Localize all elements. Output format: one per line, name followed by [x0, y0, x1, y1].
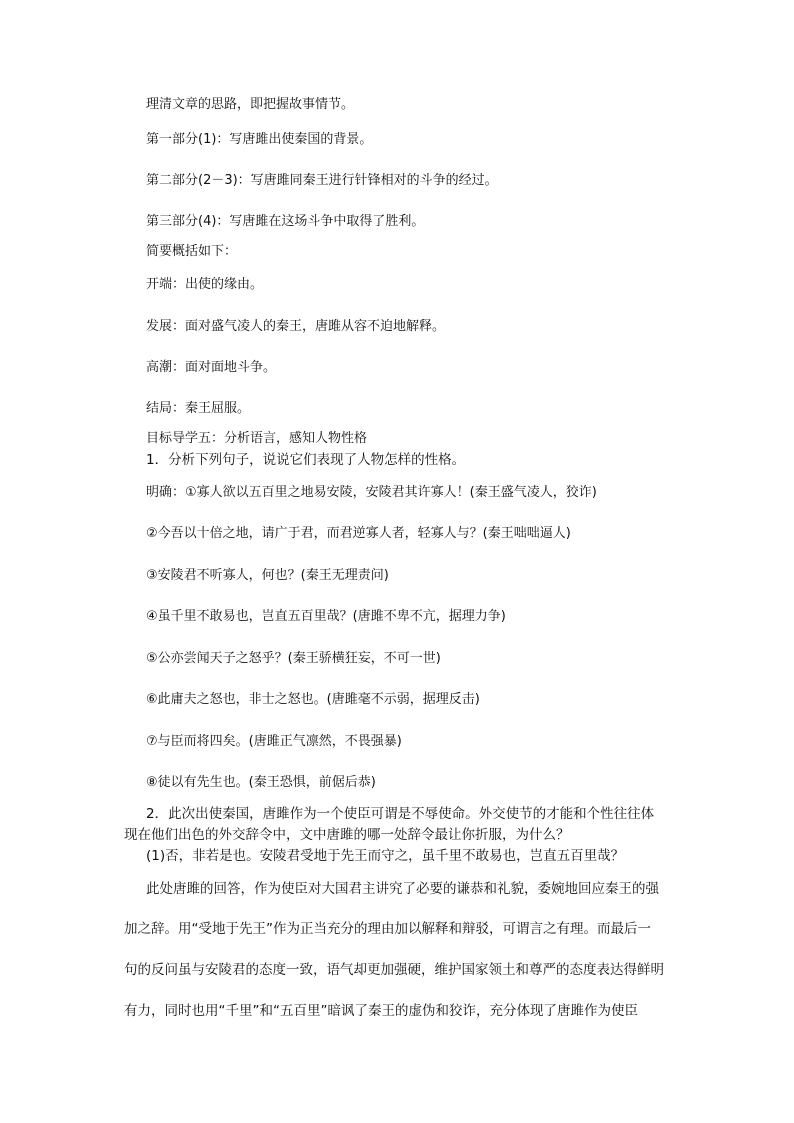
- answer-item: ⑦与臣而将四矣。(唐雎正气凛然，不畏强暴): [146, 734, 402, 749]
- plot-development-text: 发展：面对盛气凌人的秦王，唐雎从容不迫地解释。: [146, 319, 446, 334]
- analysis-line: 此处唐雎的回答，作为使臣对大国君主讲究了必要的谦恭和礼貌，委婉地回应秦王的强: [146, 881, 659, 897]
- summary-intro-text: 简要概括如下：: [146, 244, 238, 259]
- answer-item: ⑤公亦尝闻天子之怒乎？(秦王骄横狂妄，不可一世): [146, 651, 441, 666]
- answer-item: ⑥此庸夫之怒也，非士之怒也。(唐雎毫不示弱，据理反击): [146, 692, 480, 707]
- intro-text: 理清文章的思路，即把握故事情节。: [146, 97, 355, 112]
- analysis-line: 有力，同时也用“千里”和“五百里”暗讽了秦王的虚伪和狡诈，充分体现了唐雎作为使臣: [124, 1003, 638, 1019]
- question-two-line: 2．此次出使秦国，唐雎作为一个使臣可谓是不辱使命。外交使节的才能和个性往往体: [146, 806, 655, 822]
- plot-ending-text: 结局：秦王屈服。: [146, 401, 251, 416]
- answer-item: ③安陵君不听寡人，何也？(秦王无理责问): [146, 568, 389, 583]
- answer-item: ②今吾以十倍之地，请广于君，而君逆寡人者，轻寡人与？(秦王咄咄逼人): [146, 526, 571, 541]
- question-one-text: 1．分析下列句子，说说它们表现了人物怎样的性格。: [146, 452, 466, 468]
- goal-five-heading: 目标导学五：分析语言，感知人物性格: [146, 431, 368, 446]
- analysis-line: 句的反问虽与安陵君的态度一致，语气却更加强硬，维护国家领土和尊严的态度表达得鲜明: [124, 962, 664, 978]
- quote-text: (1)否，非若是也。安陵君受地于先王而守之，虽千里不敢易也，岂直五百里哉？: [146, 848, 625, 864]
- question-two-line: 现在他们出色的外交辞令中，文中唐雎的哪一处辞令最让你折服，为什么？: [124, 827, 570, 843]
- answer-item: 明确：①寡人欲以五百里之地易安陵，安陵君其许寡人！(秦王盛气凌人，狡诈): [146, 485, 597, 500]
- analysis-line: 加之辞。用“受地于先王”作为正当充分的理由加以解释和辩驳，可谓言之有理。而最后一: [124, 921, 651, 937]
- answer-item: ④虽千里不敢易也，岂直五百里哉？(唐雎不卑不亢，据理力争): [146, 609, 506, 624]
- plot-climax-text: 高潮：面对面地斗争。: [146, 360, 277, 375]
- part-one-text: 第一部分(1)：写唐雎出使秦国的背景。: [146, 132, 373, 147]
- answer-item: ⑧徒以有先生也。(秦王恐惧，前倨后恭): [146, 775, 376, 790]
- part-two-text: 第二部分(2－3)：写唐雎同秦王进行针锋相对的斗争的经过。: [146, 173, 498, 188]
- part-three-text: 第三部分(4)：写唐雎在这场斗争中取得了胜利。: [146, 214, 425, 229]
- plot-start-text: 开端：出使的缘由。: [146, 277, 264, 292]
